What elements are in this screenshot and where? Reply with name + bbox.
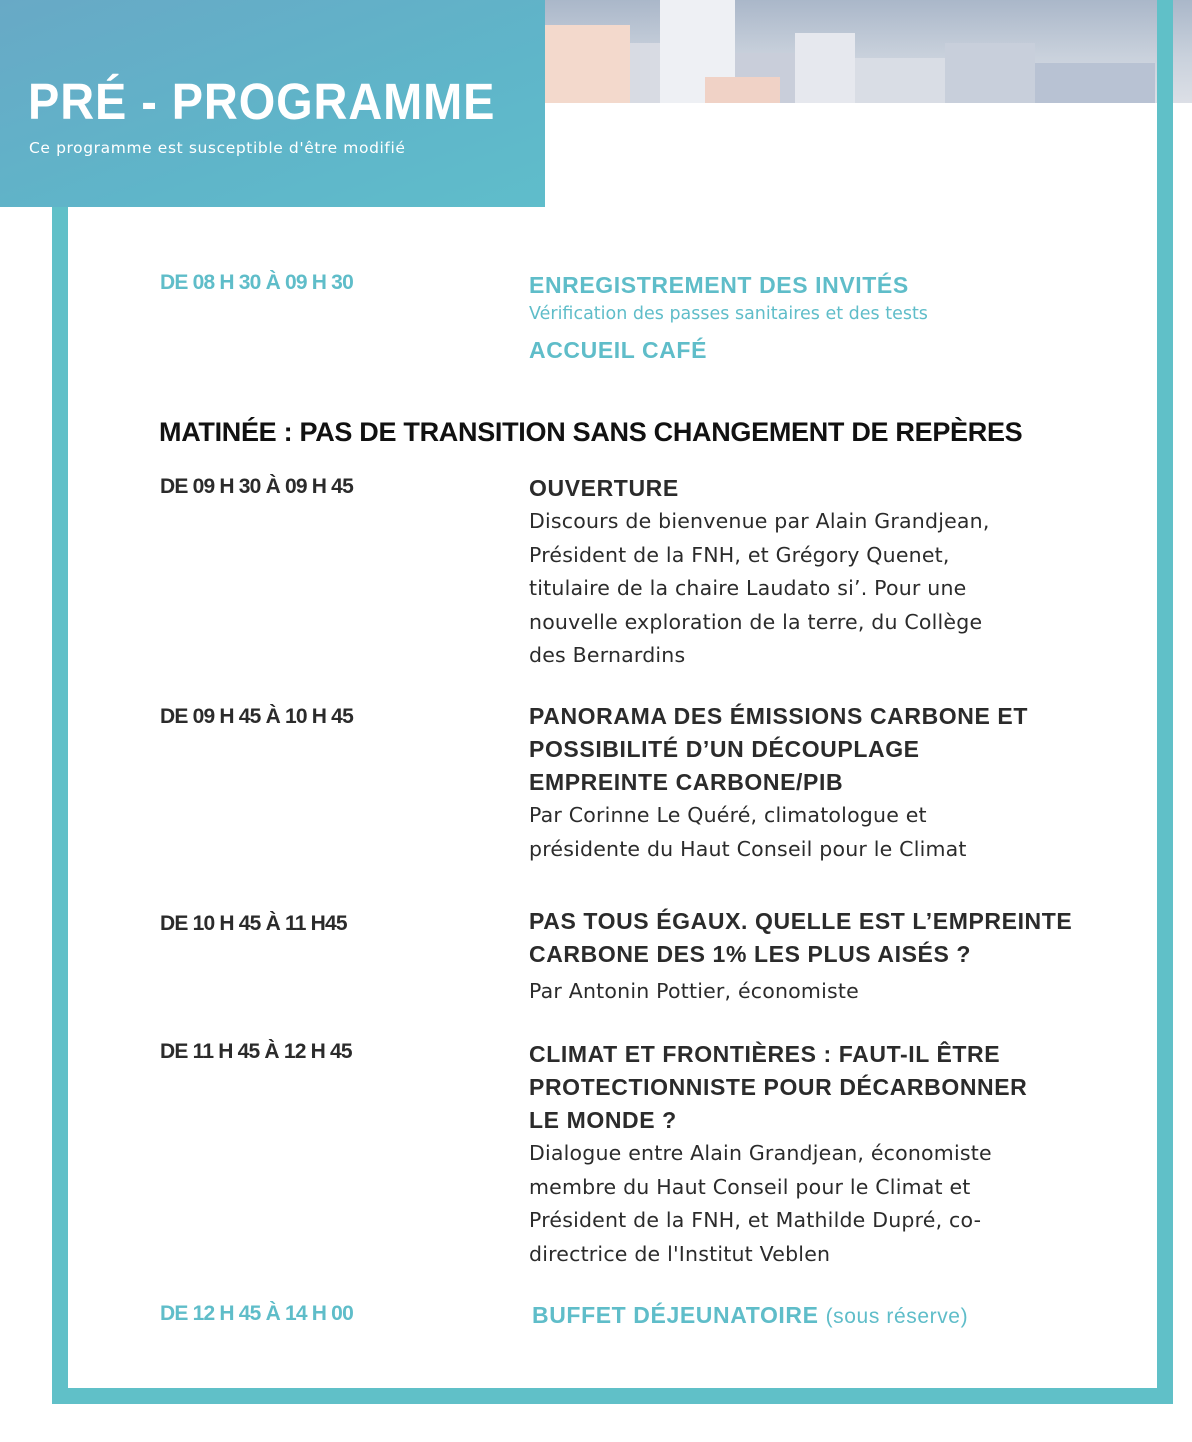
city-photo-banner	[545, 0, 1192, 103]
session-desc: Par Corinne Le Quéré, climatologue et	[529, 803, 927, 827]
session-desc: nouvelle exploration de la terre, du Collège	[529, 609, 983, 634]
session-desc: présidente du Haut Conseil pour le Climat	[529, 836, 967, 861]
lunch-time: DE 12 H 45 À 14 H 00	[160, 1302, 353, 1325]
session-title: LE MONDE ?	[529, 1107, 677, 1133]
session-time: DE 11 H 45 À 12 H 45	[160, 1040, 352, 1063]
session-title: POSSIBILITÉ D’UN DÉCOUPLAGE	[529, 736, 920, 762]
session-block	[529, 472, 1129, 673]
session-desc: Président de la FNH, et Grégory Quenet,	[529, 542, 950, 567]
session-time: DE 09 H 45 À 10 H 45	[160, 705, 353, 728]
session-title: EMPREINTE CARBONE/PIB	[529, 769, 844, 795]
registration-title: ENREGISTREMENT DES INVITÉS	[529, 272, 909, 298]
session-desc: Par Antonin Pottier, économiste	[529, 979, 859, 1003]
session-desc: directrice de l'Institut Veblen	[529, 1241, 831, 1266]
session-block	[529, 700, 1129, 866]
session-desc: des Bernardins	[529, 643, 686, 667]
session-desc: titulaire de la chaire Laudato si’. Pour une	[529, 576, 967, 600]
registration-block	[529, 269, 1129, 367]
lunch-note: (sous réserve)	[825, 1305, 969, 1328]
lunch-title: BUFFET DÉJEUNATOIRE	[532, 1302, 819, 1328]
session-title: PAS TOUS ÉGAUX. QUELLE EST L’EMPREINTE	[529, 908, 1073, 934]
session-block	[529, 905, 1129, 1009]
session-desc: membre du Haut Conseil pour le Climat et	[529, 1174, 971, 1199]
header-box	[0, 0, 545, 207]
session-title: PANORAMA DES ÉMISSIONS CARBONE ET	[529, 703, 1029, 729]
lunch-block	[532, 1299, 1132, 1333]
session-time: DE 10 H 45 À 11 H45	[160, 912, 347, 935]
page-subtitle: Ce programme est susceptible d'être modifié	[29, 139, 406, 157]
session-desc: Président de la FNH, et Mathilde Dupré, co-	[529, 1208, 982, 1232]
coffee-title: ACCUEIL CAFÉ	[529, 337, 708, 363]
registration-note: Vérification des passes sanitaires et des tests	[529, 304, 928, 324]
session-desc: Discours de bienvenue par Alain Grandjean,	[529, 509, 990, 533]
session-block	[529, 1038, 1129, 1271]
registration-time: DE 08 H 30 À 09 H 30	[160, 271, 353, 294]
session-title: CARBONE DES 1% LES PLUS AISÉS ?	[529, 941, 972, 967]
session-desc: Dialogue entre Alain Grandjean, économiste	[529, 1141, 992, 1165]
session-title: CLIMAT ET FRONTIÈRES : FAUT-IL ÊTRE	[529, 1041, 1001, 1067]
frame-right-top	[1157, 0, 1173, 103]
section-heading: MATINÉE : PAS DE TRANSITION SANS CHANGEMENT DE REPÈRES	[159, 417, 1023, 447]
session-title: OUVERTURE	[529, 475, 679, 501]
session-time: DE 09 H 30 À 09 H 45	[160, 475, 353, 498]
page-title: PRÉ - PROGRAMME	[28, 73, 496, 130]
session-title: PROTECTIONNISTE POUR DÉCARBONNER	[529, 1074, 1028, 1100]
